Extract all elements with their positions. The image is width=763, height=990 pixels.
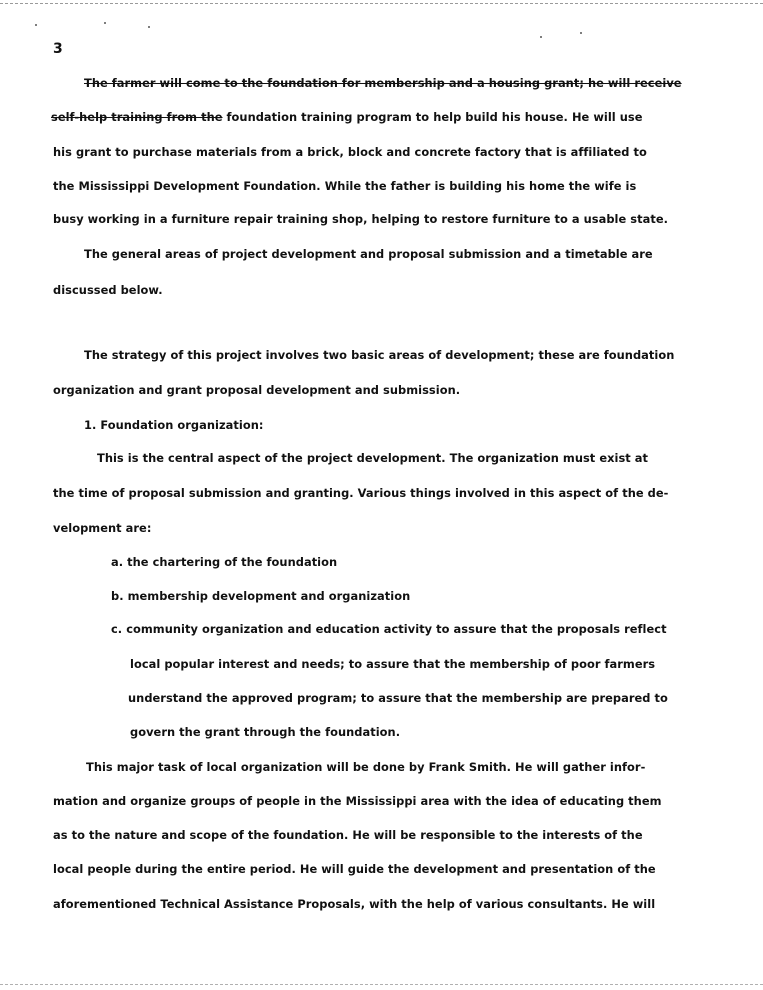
list-item-c-line-3: understand the approved program; to assure that the membership are prepared to xyxy=(128,691,668,705)
section-1-heading: 1. Foundation organization: xyxy=(84,418,264,432)
paragraph-4-line-1: This major task of local organization will be done by Frank Smith. He will gather infor- xyxy=(86,760,646,774)
paragraph-1-line-2 xyxy=(51,110,643,124)
paragraph-1-line-3: his grant to purchase materials from a brick, block and concrete factory that is affiliated to xyxy=(53,145,647,159)
paragraph-1-line-5: busy working in a furniture repair training shop, helping to restore furniture to a usable state. xyxy=(53,212,669,226)
list-item-a: a. the chartering of the foundation xyxy=(111,555,338,569)
page-number: 3 xyxy=(53,41,63,57)
paragraph-1-line-1: The farmer will come to the foundation for membership and a housing grant; he will receive xyxy=(84,76,682,90)
section-1-line-2: the time of proposal submission and granting. Various things involved in this aspect of the de- xyxy=(53,486,669,500)
list-item-c-line-2: local popular interest and needs; to assure that the membership of poor farmers xyxy=(130,657,656,671)
list-item-b: b. membership development and organization xyxy=(111,589,411,603)
paragraph-1-line-2-struck: self-help training from the xyxy=(51,110,223,124)
section-1-line-1: This is the central aspect of the project development. The organization must exist at xyxy=(97,451,649,465)
scan-speck xyxy=(35,24,37,26)
scan-speck xyxy=(540,36,542,38)
paragraph-2-line-2: discussed below. xyxy=(53,283,163,297)
paragraph-4-line-2: mation and organize groups of people in the Mississippi area with the idea of educating them xyxy=(53,794,662,808)
scan-speck xyxy=(148,26,150,28)
paragraph-4-line-3: as to the nature and scope of the foundation. He will be responsible to the interests of the xyxy=(53,828,643,842)
top-edge-rule xyxy=(0,3,763,4)
bottom-edge-rule xyxy=(0,984,763,985)
paragraph-1-line-4: the Mississippi Development Foundation. While the father is building his home the wife is xyxy=(53,179,637,193)
paragraph-2-line-1: The general areas of project development and proposal submission and a timetable are xyxy=(84,247,653,261)
paragraph-3-line-1: The strategy of this project involves two basic areas of development; these are foundation xyxy=(84,348,675,362)
scan-speck xyxy=(580,32,582,34)
paragraph-1-line-2-rest: foundation training program to help build his house. He will use xyxy=(222,110,643,124)
list-item-c-line-1: c. community organization and education activity to assure that the proposals reflect xyxy=(111,622,667,636)
scan-speck xyxy=(104,22,106,24)
list-item-c-line-4: govern the grant through the foundation. xyxy=(130,725,401,739)
paragraph-4-line-5: aforementioned Technical Assistance Proposals, with the help of various consultants. He will xyxy=(53,897,656,911)
paragraph-3-line-2: organization and grant proposal development and submission. xyxy=(53,383,461,397)
paragraph-4-line-4: local people during the entire period. He will guide the development and presentation of the xyxy=(53,862,656,876)
section-1-line-3: velopment are: xyxy=(53,521,152,535)
